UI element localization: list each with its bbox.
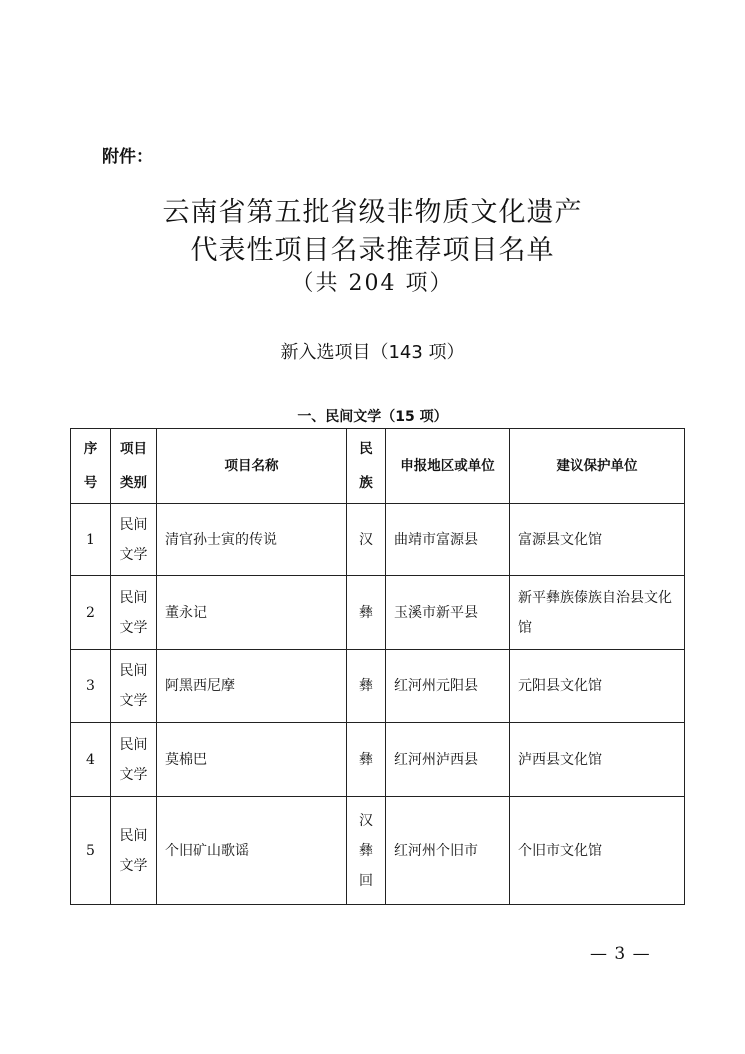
attachment-label: 附件： <box>102 147 153 167</box>
cell-category: 民间 文学 <box>111 797 157 905</box>
cell-no: 1 <box>71 504 111 576</box>
cell-unit: 泸西县文化馆 <box>510 723 685 797</box>
total-count: （共 204 项） <box>291 271 454 296</box>
cell-name: 阿黑西尼摩 <box>157 650 347 723</box>
page-number: — 3 — <box>590 944 651 964</box>
cell-unit: 富源县文化馆 <box>510 504 685 576</box>
cell-name: 个旧矿山歌谣 <box>157 797 347 905</box>
header-unit: 建议保护单位 <box>510 429 685 504</box>
header-no: 序 号 <box>71 429 111 504</box>
cell-ethnicity: 彝 <box>347 723 386 797</box>
cell-ethnicity: 汉 <box>347 504 386 576</box>
cell-name: 清官孙士寅的传说 <box>157 504 347 576</box>
document-title-line2: 代表性项目名录推荐项目名单 <box>190 235 555 266</box>
header-ethnicity: 民 族 <box>347 429 386 504</box>
header-category: 项目 类别 <box>111 429 157 504</box>
cell-no: 5 <box>71 797 111 905</box>
cell-category: 民间 文学 <box>111 650 157 723</box>
cell-unit: 个旧市文化馆 <box>510 797 685 905</box>
cell-no: 4 <box>71 723 111 797</box>
cell-area: 红河州元阳县 <box>386 650 510 723</box>
cell-unit: 新平彝族傣族自治县文化馆 <box>510 576 685 650</box>
cell-no: 3 <box>71 650 111 723</box>
cell-area: 玉溪市新平县 <box>386 576 510 650</box>
table-row <box>71 504 685 576</box>
table-row <box>71 576 685 650</box>
cell-category: 民间 文学 <box>111 723 157 797</box>
subsection-title: 一、民间文学（15 项） <box>297 409 448 425</box>
table-header-row <box>71 429 685 504</box>
document-title-line1: 云南省第五批省级非物质文化遗产 <box>162 197 583 228</box>
project-table <box>70 428 685 905</box>
cell-ethnicity: 彝 <box>347 576 386 650</box>
section-title: 新入选项目（143 项） <box>280 342 465 363</box>
cell-area: 曲靖市富源县 <box>386 504 510 576</box>
header-name: 项目名称 <box>157 429 347 504</box>
cell-category: 民间 文学 <box>111 504 157 576</box>
cell-name: 董永记 <box>157 576 347 650</box>
cell-category: 民间 文学 <box>111 576 157 650</box>
cell-area: 红河州个旧市 <box>386 797 510 905</box>
cell-unit: 元阳县文化馆 <box>510 650 685 723</box>
cell-ethnicity: 汉 彝 回 <box>347 797 386 905</box>
cell-name: 莫棉巴 <box>157 723 347 797</box>
table-row <box>71 723 685 797</box>
table-row <box>71 797 685 905</box>
cell-no: 2 <box>71 576 111 650</box>
table-row <box>71 650 685 723</box>
cell-area: 红河州泸西县 <box>386 723 510 797</box>
header-area: 申报地区或单位 <box>386 429 510 504</box>
cell-ethnicity: 彝 <box>347 650 386 723</box>
